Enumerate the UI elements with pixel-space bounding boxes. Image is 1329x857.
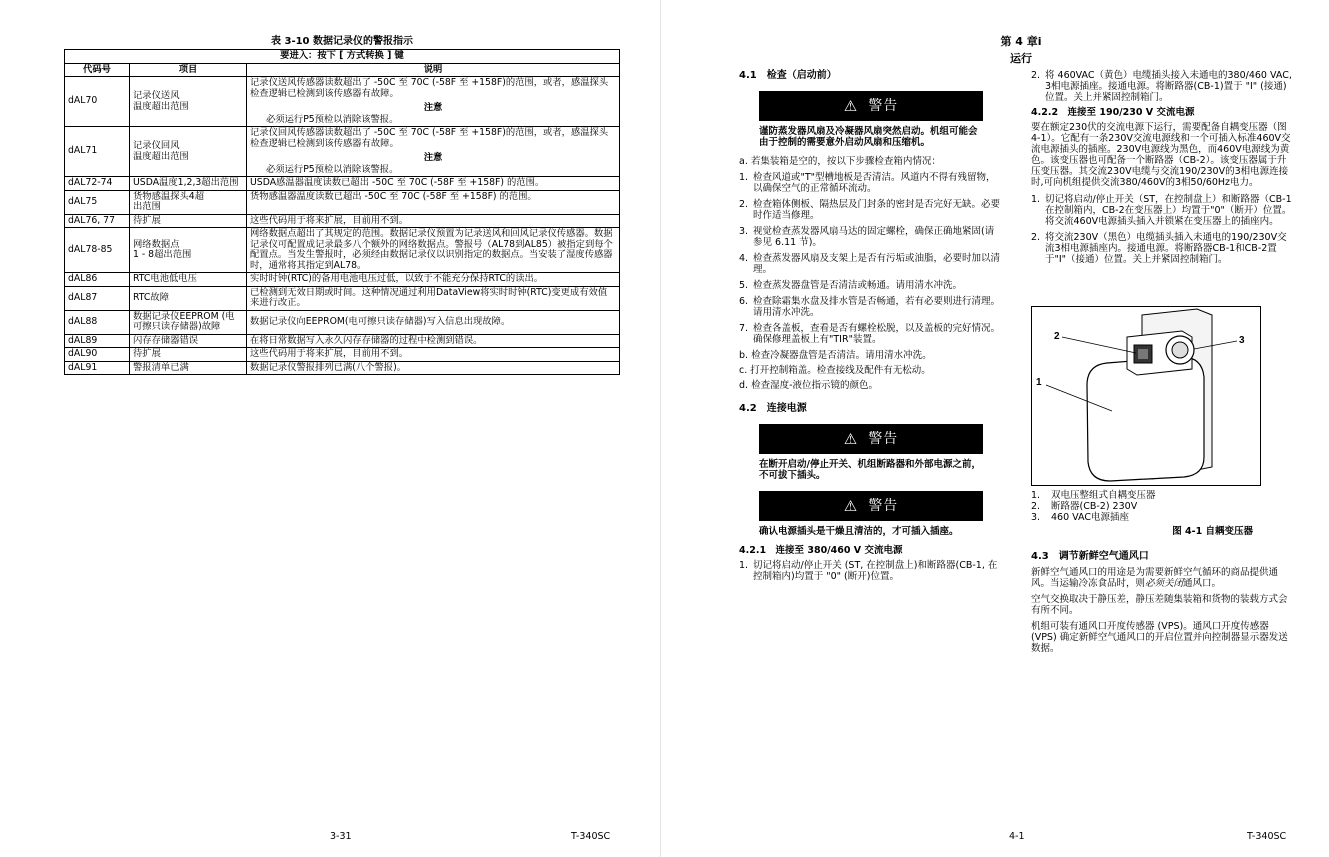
s43-p1-text: 新鲜空气通风口的用途是为需要新鲜空气循环的商品提供通风。当运输冷冻食品时，则 <box>1031 567 1279 589</box>
table-row <box>65 190 620 214</box>
table-row <box>65 214 620 228</box>
alarm-table <box>64 49 620 375</box>
row-item: 记录仪回风 温度超出范围 <box>130 127 247 177</box>
table-subtitle: 要进入：按下 [ 方式转换 ] 键 <box>65 50 620 64</box>
row-code: dAL72-74 <box>65 177 130 191</box>
item-number: 7. <box>739 323 749 334</box>
item-text: 切记将启动/停止开关 (ST, 在控制盘上)和断路器(CB-1, 在控制箱内)均置于 "0" (断开)位置。 <box>753 560 998 582</box>
warning-triangle-icon: ⚠ <box>843 496 859 515</box>
row-code: dAL76, 77 <box>65 214 130 228</box>
autotransformer-illustration <box>1032 307 1260 485</box>
list-item <box>1031 232 1293 265</box>
right-column <box>1031 70 1293 265</box>
warning-2 <box>759 424 983 481</box>
header-item: 项目 <box>130 63 247 77</box>
item-number: 2. <box>1031 501 1041 512</box>
item-number: 6. <box>739 296 749 307</box>
row-desc: 记录仪回风传感器读数超出了 -50C 至 70C (-58F 至 +158F)的范围，或者，感温探头检查逻辑已检测到该传感器有故障。 <box>250 127 609 149</box>
list-item <box>739 199 1001 221</box>
row-item: 警报清单已满 <box>130 361 247 375</box>
page-number: 4-1 <box>1009 831 1025 842</box>
right-page <box>660 0 1329 857</box>
item-number: 2. <box>1031 232 1041 243</box>
list-item <box>739 172 1001 194</box>
s41-intro: a. 若集装箱是空的，按以下步骤检查箱内情况： <box>739 156 941 167</box>
row-code: dAL88 <box>65 310 130 334</box>
doc-number: T-340SC <box>1247 831 1287 842</box>
row-desc: 货物感温器温度读数已超出 -50C 至 70C (-58F 至 +158F) 的范围。 <box>247 190 620 214</box>
item-text: 检查各盖板，查看是否有螺栓松脱，以及盖板的完好情况。确保修理盖板上有"TIR"装置。 <box>753 323 1001 345</box>
s422-intro: 要在额定230伏的交流电源下运行，需要配备自耦变压器（图 4-1）。它配有一条230V交流电源线和一个可插入标准460V交流电源插头的插座。230V电源线为黑色，而460V电源线为黄色。该变压器也可配备一个断路器（CB-2）。该变压器属于升压变压器。其交流230V电缆与交流190/230V的3相电源连接时,可向机组提供交流380/460V的3相50/60Hz电力。 <box>1031 122 1291 188</box>
item-text: 检查蒸发器盘管是否清洁或畅通。请用清水冲洗。 <box>753 280 963 291</box>
s43-paragraph-2: 空气交换取决于静压差，静压差随集装箱和货物的装载方式会有所不同。 <box>1031 594 1288 616</box>
warning-2-text: 在断开启动/停止开关、机组断路器和外部电源之前，不可拔下插头。 <box>759 459 981 481</box>
item-text: 检查风道或"T"型槽地板是否清洁。风道内不得有残留物，以确保空气的正常循环流动。 <box>753 172 996 194</box>
item-number: 1. <box>739 172 749 183</box>
callout-1: 1 <box>1036 377 1042 388</box>
warning-1 <box>759 91 983 148</box>
item-number: 1. <box>1031 490 1041 501</box>
row-item: RTC电池低电压 <box>130 273 247 287</box>
item-text: 视觉检查蒸发器风扇马达的固定螺栓，确保正确地紧固(请参见 6.11 节)。 <box>753 226 995 248</box>
row-item: RTC故障 <box>130 286 247 310</box>
row-desc: 数据记录仪向EEPROM(电可擦只读存储器)写入信息出现故障。 <box>247 310 620 334</box>
warning-triangle-icon: ⚠ <box>843 96 859 115</box>
item-text: 检查箱体侧板、隔热层及门封条的密封是否完好无缺。必要时作适当修理。 <box>753 199 1001 221</box>
table-row <box>65 348 620 362</box>
list-item <box>739 560 1001 582</box>
item-number: 2. <box>739 199 749 210</box>
warning-label: 警告 <box>868 497 899 514</box>
callout-2: 2 <box>1054 331 1060 342</box>
s41-c: c. 打开控制箱盖。检查接线及配件有无松动。 <box>739 365 931 376</box>
s43-p1-emphasis: 必须关闭 <box>1145 578 1184 589</box>
figure-caption: 图 4-1 自耦变压器 <box>1172 526 1253 537</box>
warning-banner <box>759 91 983 121</box>
warning-triangle-icon: ⚠ <box>843 429 859 448</box>
header-code: 代码号 <box>65 63 130 77</box>
row-code: dAL90 <box>65 348 130 362</box>
row-desc: 数据记录仪警报排列已满(八个警报)。 <box>247 361 620 375</box>
chapter-number: 第 4 章i <box>1000 35 1042 48</box>
warning-label: 警告 <box>868 97 899 114</box>
row-desc: USDA感温器温度读数已超出 -50C 至 70C (-58F 至 +158F) 的范围。 <box>247 177 620 191</box>
item-text: 将交流230V（黑色）电缆插头插入未通电的190/230V交流3相电源插座内。接通电源。将断路器CB-1和CB-2置于"I"（接通）位置。关上并紧固控制箱门。 <box>1045 232 1287 265</box>
item-text: 切记将启动/停止开关（ST，在控制盘上）和断路器（CB-1在控制箱内，CB-2在变压器上）均置于"0"（断开）位置。将交流460V电源插头插入并锁紧在变压器上的插座内。 <box>1045 194 1292 227</box>
section-4-2-2-heading: 4.2.2 连接至 190/230 V 交流电源 <box>1031 107 1195 118</box>
table-title: 表 3-10 数据记录仪的警报指示 <box>271 36 413 47</box>
warning-label: 警告 <box>868 430 899 447</box>
list-item <box>739 280 1001 291</box>
row-item: 闪存存储器错误 <box>130 334 247 348</box>
left-page <box>0 0 660 857</box>
section-4-2-1-heading: 4.2.1 连接至 380/460 V 交流电源 <box>739 545 903 556</box>
row-item: 记录仪送风 温度超出范围 <box>130 77 247 127</box>
table-row <box>65 286 620 310</box>
header-desc: 说明 <box>247 63 620 77</box>
warning-banner <box>759 491 983 521</box>
item-text: 460 VAC电源插座 <box>1051 512 1130 523</box>
row-code: dAL89 <box>65 334 130 348</box>
table-row <box>65 334 620 348</box>
row-item: 待扩展 <box>130 214 247 228</box>
row-desc: 已检测到无效日期或时间。这种情况通过利用DataView将实时时钟(RTC)变更成有效值来进行改正。 <box>247 286 620 310</box>
warning-banner <box>759 424 983 454</box>
note-text: 必须运行P5预检以消除该警报。 <box>266 163 399 175</box>
chapter-title: 运行 <box>1010 52 1032 65</box>
note-heading: 注意 <box>423 102 443 113</box>
row-desc: 这些代码用于将来扩展，目前用不到。 <box>247 214 620 228</box>
row-item: 网络数据点 1 - 8超出范围 <box>130 228 247 273</box>
list-item <box>1031 70 1293 103</box>
table-row <box>65 228 620 273</box>
section-4-2-heading: 4.2 连接电源 <box>739 403 807 414</box>
item-text: 断路器(CB-2) 230V <box>1051 501 1138 512</box>
legend-item <box>1031 512 1293 523</box>
list-item <box>739 296 1001 318</box>
s43-p1-tail: 通风口。 <box>1183 578 1222 589</box>
row-item: 数据记录仪EEPROM (电可擦只读存储器)故障 <box>130 310 247 334</box>
item-number: 1. <box>1031 194 1041 205</box>
table-row <box>65 127 620 177</box>
s43-paragraph-1 <box>1031 567 1293 589</box>
row-item: 货物感温探头4超 出范围 <box>130 190 247 214</box>
list-item <box>1031 194 1293 227</box>
figure-legend-block <box>1031 490 1293 654</box>
table-row <box>65 273 620 287</box>
item-number: 3. <box>739 226 749 237</box>
page-number: 3-31 <box>330 831 352 842</box>
item-text: 检查除霜集水盘及排水管是否畅通，若有必要则进行清理。请用清水冲洗。 <box>753 296 1001 318</box>
s41-d: d. 检查湿度-液位指示镜的颜色。 <box>739 380 878 391</box>
item-text: 将 460VAC（黄色）电缆插头接入未通电的380/460 VAC, 3相电源插座。接通电源。将断路器(CB-1)置于 "I" (接通)位置。关上并紧固控制箱门。 <box>1045 70 1292 103</box>
row-code: dAL87 <box>65 286 130 310</box>
row-code: dAL78-85 <box>65 228 130 273</box>
table-row <box>65 361 620 375</box>
list-item <box>739 253 1001 275</box>
table-row <box>65 177 620 191</box>
row-desc: 实时时钟(RTC)的备用电池电压过低，以致于不能充分保持RTC的读出。 <box>247 273 620 287</box>
row-item: 待扩展 <box>130 348 247 362</box>
s43-paragraph-3: 机组可装有通风口开度传感器 (VPS)。通风口开度传感器 (VPS) 确定新鲜空气通风口的开启位置并向控制器显示器发送数据。 <box>1031 621 1288 654</box>
legend-item <box>1031 501 1293 512</box>
row-code: dAL91 <box>65 361 130 375</box>
table-row <box>65 77 620 127</box>
row-code: dAL75 <box>65 190 130 214</box>
legend-item <box>1031 490 1293 501</box>
warning-3 <box>759 491 983 537</box>
item-text: 检查蒸发器风扇及支架上是否有污垢或油脂，必要时加以清理。 <box>753 253 1001 275</box>
s41-list <box>739 172 1001 345</box>
note-heading: 注意 <box>423 152 443 163</box>
autotransformer-figure <box>1031 306 1261 486</box>
row-desc: 网络数据点超出了其规定的范围。数据记录仪预置为记录送风和回风记录仪传感器。数据记录仪可配置成记录最多八个额外的网络数据点。警报号（AL78到AL85）被指定到每个配置点。当发生警报时，必须经由数据记录仪以识别指定的数据点。当安装了湿度传感器时，通常将其指定到AL78。 <box>247 228 620 273</box>
item-number: 5. <box>739 280 749 291</box>
left-column <box>739 70 1001 582</box>
table-row <box>65 310 620 334</box>
row-code: dAL86 <box>65 273 130 287</box>
row-item: USDA温度1,2,3超出范围 <box>130 177 247 191</box>
section-4-3-heading: 4.3 调节新鲜空气通风口 <box>1031 551 1149 562</box>
list-item <box>739 226 1001 248</box>
list-item <box>739 323 1001 345</box>
row-code: dAL71 <box>65 127 130 177</box>
note-text: 必须运行P5预检以消除该警报。 <box>266 113 399 125</box>
warning-1-text: 谨防蒸发器风扇及冷凝器风扇突然启动。机组可能会由于控制的需要意外启动风扇和压缩机。 <box>759 126 978 148</box>
s41-b: b. 检查冷凝器盘管是否清洁。请用清水冲洗。 <box>739 350 932 361</box>
section-4-1-heading: 4.1 检查（启动前） <box>739 70 837 81</box>
item-number: 1. <box>739 560 749 571</box>
row-desc: 记录仪送风传感器读数超出了 -50C 至 70C (-58F 至 +158F)的范围，或者，感温探头检查逻辑已检测到该传感器有故障。 <box>250 77 609 99</box>
row-desc: 在将日常数据写入永久闪存存储器的过程中检测到错误。 <box>247 334 620 348</box>
item-number: 3. <box>1031 512 1041 523</box>
item-number: 4. <box>739 253 749 264</box>
callout-3: 3 <box>1239 335 1245 346</box>
item-number: 2. <box>1031 70 1041 81</box>
row-desc: 这些代码用于将来扩展，目前用不到。 <box>247 348 620 362</box>
row-code: dAL70 <box>65 77 130 127</box>
warning-3-text: 确认电源插头是干燥且清洁的，才可插入插座。 <box>759 526 959 537</box>
item-text: 双电压整组式自耦变压器 <box>1051 490 1156 501</box>
doc-number: T-340SC <box>571 831 611 842</box>
